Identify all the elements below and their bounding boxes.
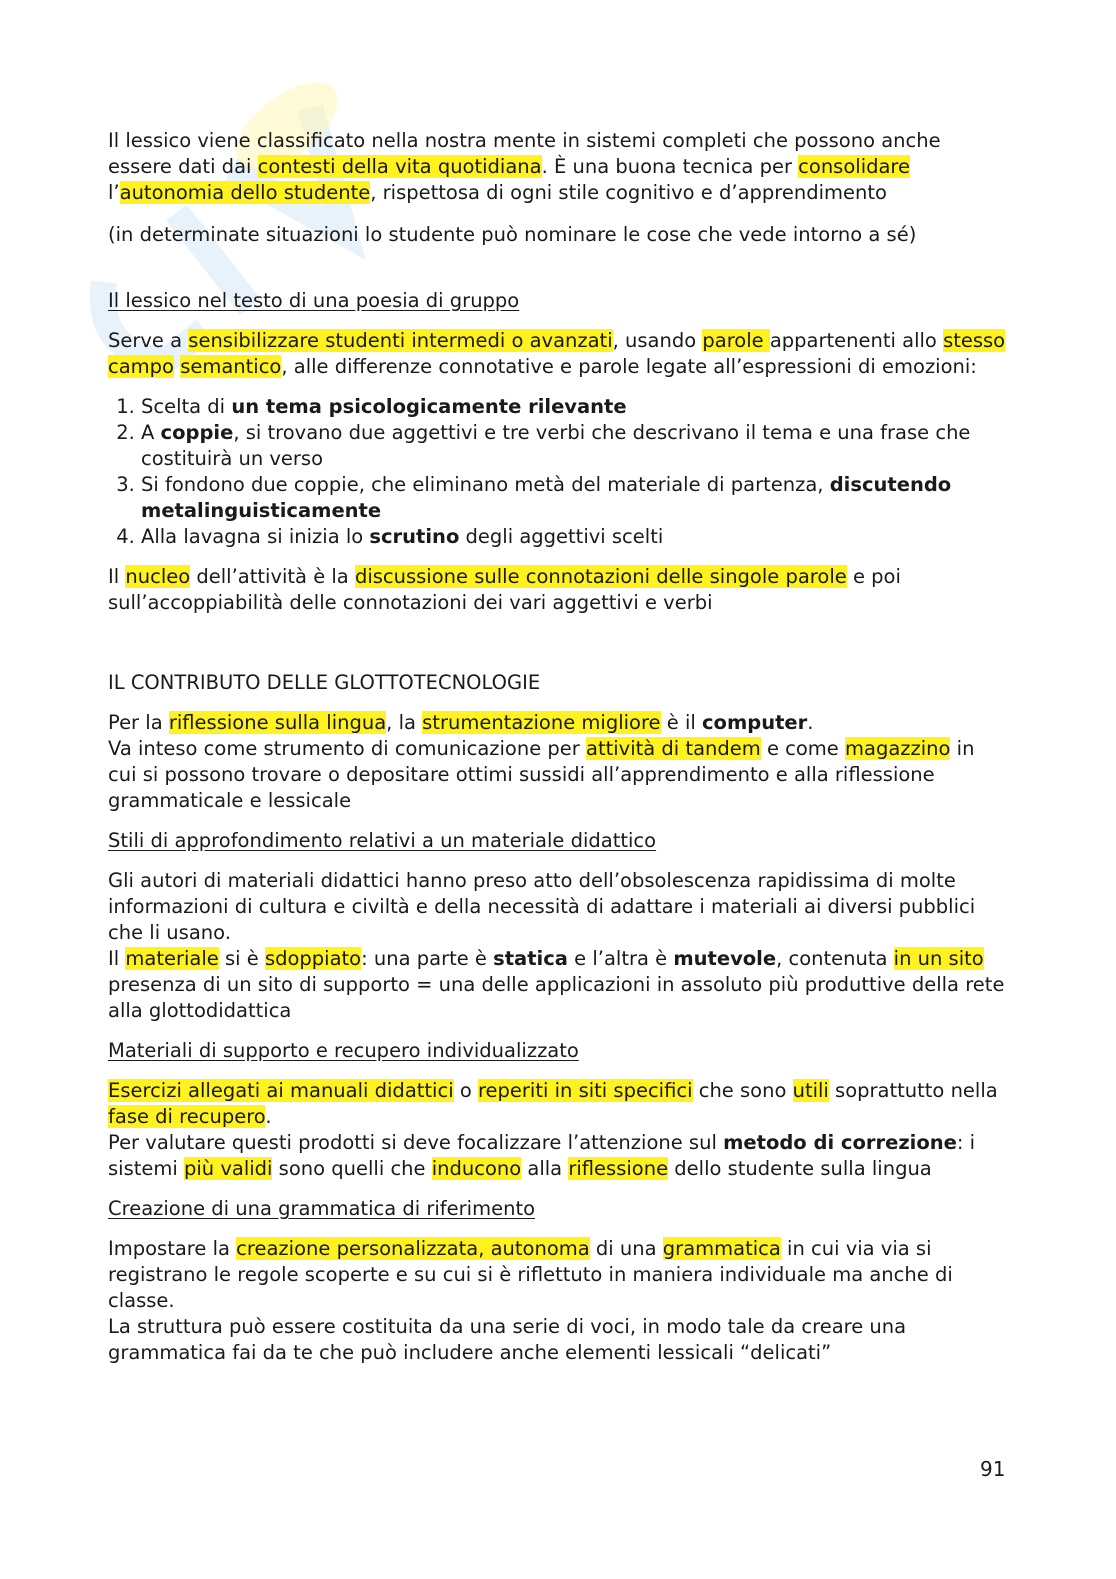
list-item: 1. Scelta di un tema psicologicamente rilevante: [141, 394, 1008, 420]
materiali-paragraph: Esercizi allegati ai manuali didattici o reperiti in siti specifici che sono utili soprattutto nella fase di recupero. Per valutare questi prodotti si deve focalizzare l’attenzione sul metodo di correzione: i sistemi più validi sono quelli che inducono alla riflessione dello studente sulla lingua: [108, 1079, 998, 1180]
creazione-paragraph: Impostare la creazione personalizzata, autonoma di una grammatica in cui via via si registrano le regole scoperte e su cui si è riflettuto in maniera individuale ma anche di classe. La struttura può essere costituita da una serie di voci, in modo tale da creare una grammatica fai da te che può includere anche elementi lessicali “delicati”: [108, 1237, 953, 1364]
section-heading-creazione: Creazione di una grammatica di riferimento: [108, 1197, 536, 1220]
list-item: 3. Si fondono due coppie, che eliminano metà del materiale di partenza, discutendo metalinguisticamente: [141, 472, 1008, 524]
page-number: 91: [980, 1457, 1006, 1481]
list-item: 4. Alla lavagna si inizia lo scrutino degli aggettivi scelti: [141, 524, 1008, 550]
section-heading-materiali: Materiali di supporto e recupero individualizzato: [108, 1039, 579, 1062]
intro-paragraph: Il lessico viene classificato nella nostra mente in sistemi completi che possono anche essere dati dai contesti della vita quotidiana. È una buona tecnica per consolidare l’autonomia dello studente, rispettosa di ogni stile cognitivo e d’apprendimento: [108, 129, 941, 204]
parenthetical-note: (in determinate situazioni lo studente può nominare le cose che vede intorno a sé): [108, 223, 917, 246]
section-heading-stili: Stili di approfondimento relativi a un materiale didattico: [108, 829, 657, 852]
computer-paragraph: Per la riflessione sulla lingua, la strumentazione migliore è il computer. Va inteso come strumento di comunicazione per attività di tandem e come magazzino in cui si possono trovare o depositare ottimi sussidi all’apprendimento e alla riflessione grammaticale e lessicale: [108, 711, 975, 812]
section-heading-contributo: IL CONTRIBUTO DELLE GLOTTOTECNOLOGIE: [108, 671, 541, 694]
nucleo-paragraph: Il nucleo dell’attività è la discussione sulle connotazioni delle singole parole e poi sull’accoppiabilità delle connotazioni dei vari aggettivi e verbi: [108, 565, 901, 614]
steps-list: [108, 394, 1008, 550]
list-item: 2. A coppie, si trovano due aggettivi e tre verbi che descrivano il tema e una frase che costituirà un verso: [141, 420, 1008, 472]
poesia-paragraph: Serve a sensibilizzare studenti intermedi o avanzati, usando parole appartenenti allo stesso campo semantico, alle differenze connotative e parole legate all’espressioni di emozioni:: [108, 329, 1006, 378]
section-heading-poesia: Il lessico nel testo di una poesia di gruppo: [108, 289, 520, 312]
stili-paragraph: Gli autori di materiali didattici hanno preso atto dell’obsolescenza rapidissima di molte informazioni di cultura e civiltà e della necessità di adattare i materiali ai diversi pubblici che li usano. Il materiale si è sdoppiato: una parte è statica e l’altra è mutevole, contenuta in un sito presenza di un sito di supporto = una delle applicazioni in assoluto più produttive della rete alla glottodidattica: [108, 869, 1005, 1022]
